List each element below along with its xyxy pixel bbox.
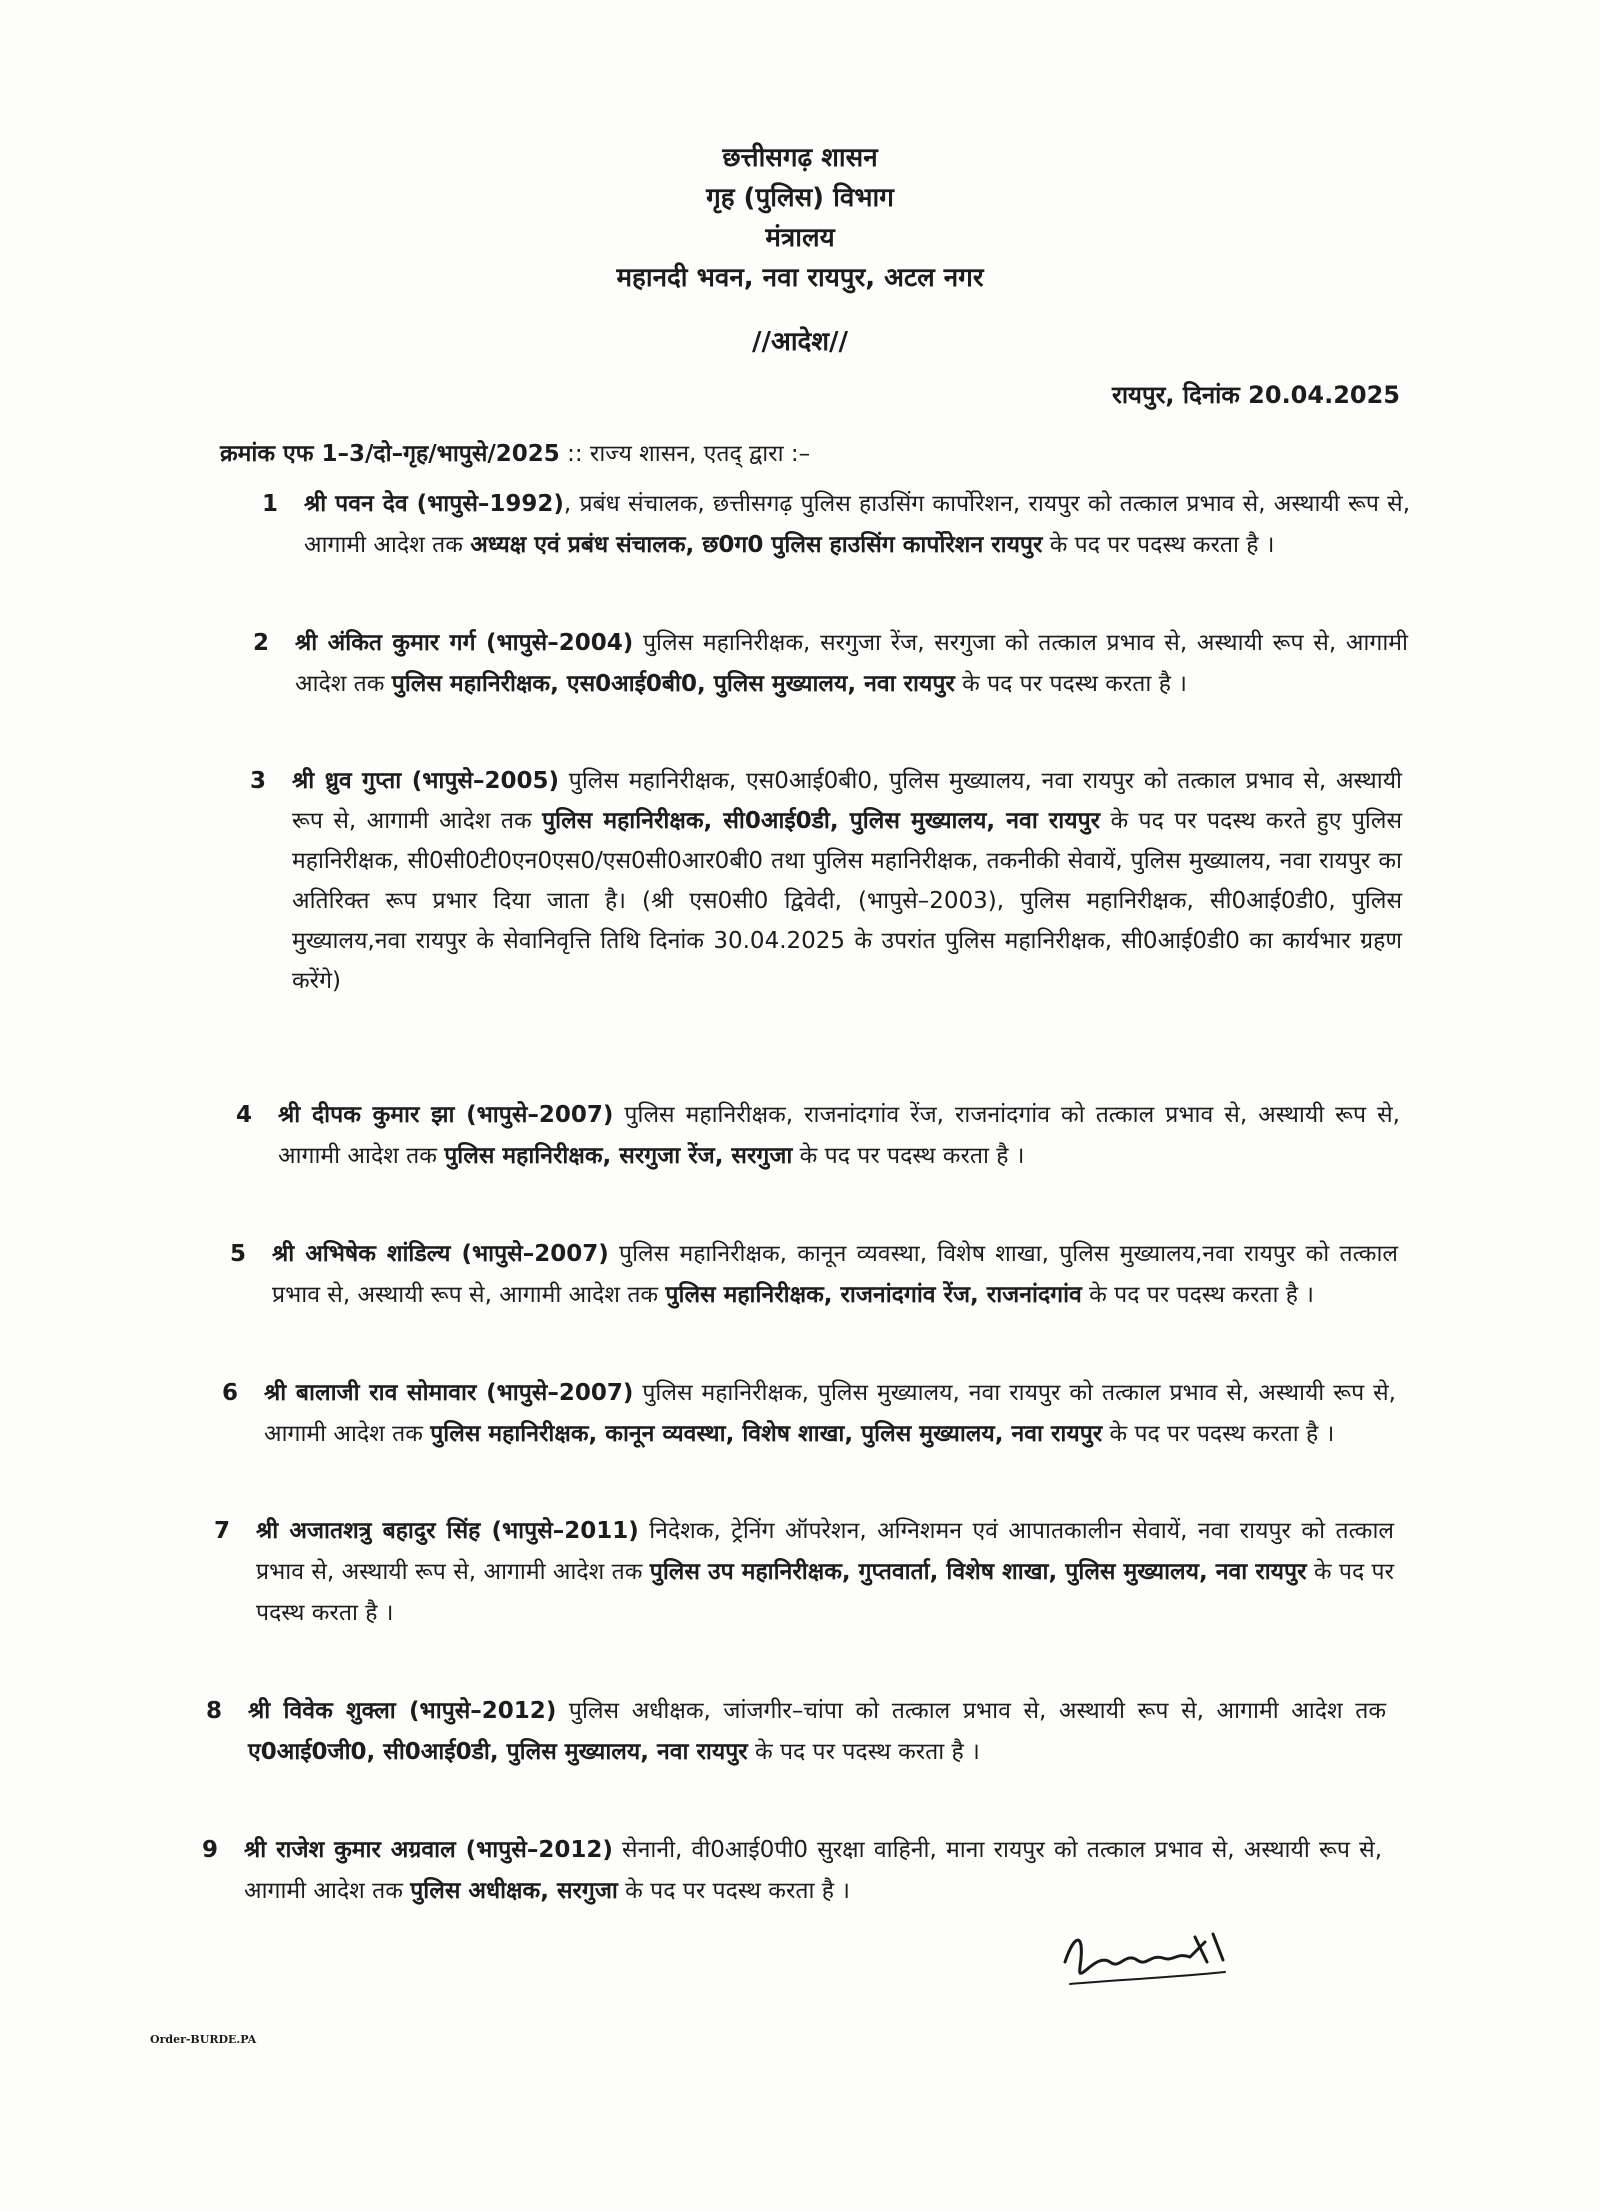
new-post: पुलिस महानिरीक्षक, सरगुजा रेंज, सरगुजा xyxy=(444,1143,793,1169)
new-post: पुलिस अधीक्षक, सरगुजा xyxy=(410,1878,618,1904)
item-body: पुलिस अधीक्षक, जांजगीर–चांपा को तत्काल प्रभाव से, अस्थायी रूप से, आगामी आदेश तक xyxy=(556,1698,1386,1724)
item-body: पुलिस महानिरीक्षक, राजनांदगांव रेंज, राजनांदगांव को तत्काल प्रभाव से, अस्थायी रूप से, आगामी आदेश तक xyxy=(278,1102,1400,1169)
item-tail: के पद पर पदस्थ करता है । xyxy=(1042,532,1275,558)
header-address: महानदी भवन, नवा रायपुर, अटल नगर xyxy=(616,263,984,293)
item-body: पुलिस महानिरीक्षक, सरगुजा रेंज, सरगुजा को तत्काल प्रभाव से, अस्थायी रूप से, आगामी आदेश तक xyxy=(295,630,1409,697)
item-number: 6 xyxy=(222,1380,239,1406)
order-item xyxy=(253,623,1408,705)
order-item xyxy=(202,1830,1382,1912)
item-text xyxy=(248,1691,1386,1773)
header-department: गृह (पुलिस) विभाग xyxy=(706,183,894,213)
header-government: छत्तीसगढ़ शासन xyxy=(722,143,878,173)
footer-reference: Order-BURDE.PA xyxy=(150,2033,257,2046)
new-post: पुलिस महानिरीक्षक, एस0आई0बी0, पुलिस मुख्यालय, नवा रायपुर xyxy=(391,671,955,697)
item-tail: के पद पर पदस्थ करता है । xyxy=(256,1559,1394,1626)
order-item xyxy=(206,1691,1386,1773)
item-tail: के पद पर पदस्थ करता है । xyxy=(617,1878,850,1904)
order-item xyxy=(230,1234,1398,1316)
item-number: 9 xyxy=(202,1837,219,1863)
item-tail: के पद पर पदस्थ करता है । xyxy=(1081,1282,1314,1308)
order-item xyxy=(250,761,1402,1001)
item-number: 1 xyxy=(262,491,279,517)
item-text xyxy=(295,623,1408,705)
item-text xyxy=(272,1234,1398,1316)
signature xyxy=(1055,1922,1245,2002)
reference-number: क्रमांक एफ 1–3/दो–गृह/भापुसे/2025 xyxy=(220,441,560,467)
item-tail: के पद पर पदस्थ करता है । xyxy=(1102,1421,1335,1447)
item-body: , प्रबंध संचालक, छत्तीसगढ़ पुलिस हाउसिंग कार्पोरेशन, रायपुर को तत्काल प्रभाव से, अस्थायी रूप से, आगामी आदेश तक xyxy=(304,491,1411,558)
new-post: पुलिस महानिरीक्षक, राजनांदगांव रेंज, राजनांदगांव xyxy=(665,1282,1082,1308)
item-body: निदेशक, ट्रेनिंग ऑपरेशन, अग्निशमन एवं आपातकालीन सेवायें, नवा रायपुर को तत्काल प्रभाव से, अस्थायी रूप से, आगामी आदेश तक xyxy=(256,1518,1395,1585)
item-text xyxy=(278,1095,1400,1177)
header-ministry: मंत्रालय xyxy=(765,223,835,253)
item-text xyxy=(304,484,1410,566)
item-body: पुलिस महानिरीक्षक, कानून व्यवस्था, विशेष शाखा, पुलिस मुख्यालय,नवा रायपुर को तत्काल प्रभाव से, अस्थायी रूप से, आगामी आदेश तक xyxy=(272,1241,1398,1308)
item-tail: के पद पर पदस्थ करते हुए पुलिस महानिरीक्षक, सी0सी0टी0एन0एस0/एस0सी0आर0बी0 तथा पुलिस महानिरीक्षक, तकनीकी सेवायें, पुलिस मुख्यालय, नवा रायपुर का अतिरिक्त रूप प्रभार दिया जाता है। (श्री एस0सी0 द्विवेदी, (भापुसे–2003), पुलिस महानिरीक्षक, सी0आई0डी0, पुलिस मुख्यालय,नवा रायपुर के सेवानिवृत्ति तिथि दिनांक 30.04.2025 के उपरांत पुलिस महानिरीक्षक, सी0आई0डी0 का कार्यभार ग्रहण करेंगे) xyxy=(292,808,1402,994)
order-title: //आदेश// xyxy=(751,327,849,357)
officer-name: श्री अंकित कुमार गर्ग (भापुसे–2004) xyxy=(295,630,634,656)
reference-line xyxy=(220,436,1400,468)
new-post: ए0आई0जी0, सी0आई0डी, पुलिस मुख्यालय, नवा रायपुर xyxy=(248,1739,748,1765)
new-post: अध्यक्ष एवं प्रबंध संचालक, छ0ग0 पुलिस हाउसिंग कार्पोरेशन रायपुर xyxy=(470,532,1043,558)
officer-name: श्री दीपक कुमार झा (भापुसे–2007) xyxy=(278,1102,614,1128)
item-number: 7 xyxy=(214,1518,231,1544)
officer-name: श्री अजातशत्रु बहादुर सिंह (भापुसे–2011) xyxy=(256,1518,639,1544)
officer-name: श्री पवन देव (भापुसे–1992) xyxy=(304,491,564,517)
item-body: पुलिस महानिरीक्षक, पुलिस मुख्यालय, नवा रायपुर को तत्काल प्रभाव से, अस्थायी रूप से, आगामी आदेश तक xyxy=(264,1380,1396,1447)
officer-name: श्री विवेक शुक्ला (भापुसे–2012) xyxy=(248,1698,557,1724)
order-item xyxy=(214,1511,1394,1634)
order-item xyxy=(236,1095,1400,1177)
new-post: पुलिस महानिरीक्षक, कानून व्यवस्था, विशेष शाखा, पुलिस मुख्यालय, नवा रायपुर xyxy=(430,1421,1103,1447)
item-tail: के पद पर पदस्थ करता है । xyxy=(954,671,1187,697)
item-body: सेनानी, वी0आई0पी0 सुरक्षा वाहिनी, माना रायपुर को तत्काल प्रभाव से, अस्थायी रूप से, आगामी आदेश तक xyxy=(244,1837,1383,1904)
item-tail: के पद पर पदस्थ करता है । xyxy=(792,1143,1025,1169)
order-item xyxy=(222,1373,1396,1455)
item-number: 4 xyxy=(236,1102,253,1128)
item-body: पुलिस महानिरीक्षक, एस0आई0बी0, पुलिस मुख्यालय, नवा रायपुर को तत्काल प्रभाव से, अस्थायी रूप से, आगामी आदेश तक xyxy=(292,768,1402,834)
item-number: 5 xyxy=(230,1241,247,1267)
officer-name: श्री बालाजी राव सोमावार (भापुसे–2007) xyxy=(264,1380,634,1406)
order-item xyxy=(262,484,1410,566)
item-number: 2 xyxy=(253,630,270,656)
item-text xyxy=(244,1830,1382,1912)
item-text xyxy=(256,1511,1394,1634)
officer-name: श्री राजेश कुमार अग्रवाल (भापुसे–2012) xyxy=(244,1837,613,1863)
item-number: 3 xyxy=(250,768,267,794)
new-post: पुलिस महानिरीक्षक, सी0आई0डी, पुलिस मुख्यालय, नवा रायपुर xyxy=(542,808,1101,834)
item-number: 8 xyxy=(206,1698,223,1724)
reference-rest: :: राज्य शासन, एतद् द्वारा :– xyxy=(559,441,811,467)
dateline: रायपुर, दिनांक 20.04.2025 xyxy=(1112,381,1400,409)
new-post: पुलिस उप महानिरीक्षक, गुप्तवार्ता, विशेष शाखा, पुलिस मुख्यालय, नवा रायपुर xyxy=(649,1559,1307,1585)
officer-name: श्री अभिषेक शांडिल्य (भापुसे–2007) xyxy=(272,1241,609,1267)
item-text xyxy=(264,1373,1396,1455)
item-text xyxy=(292,761,1402,1001)
item-tail: के पद पर पदस्थ करता है । xyxy=(747,1739,980,1765)
officer-name: श्री ध्रुव गुप्ता (भापुसे–2005) xyxy=(292,768,559,794)
